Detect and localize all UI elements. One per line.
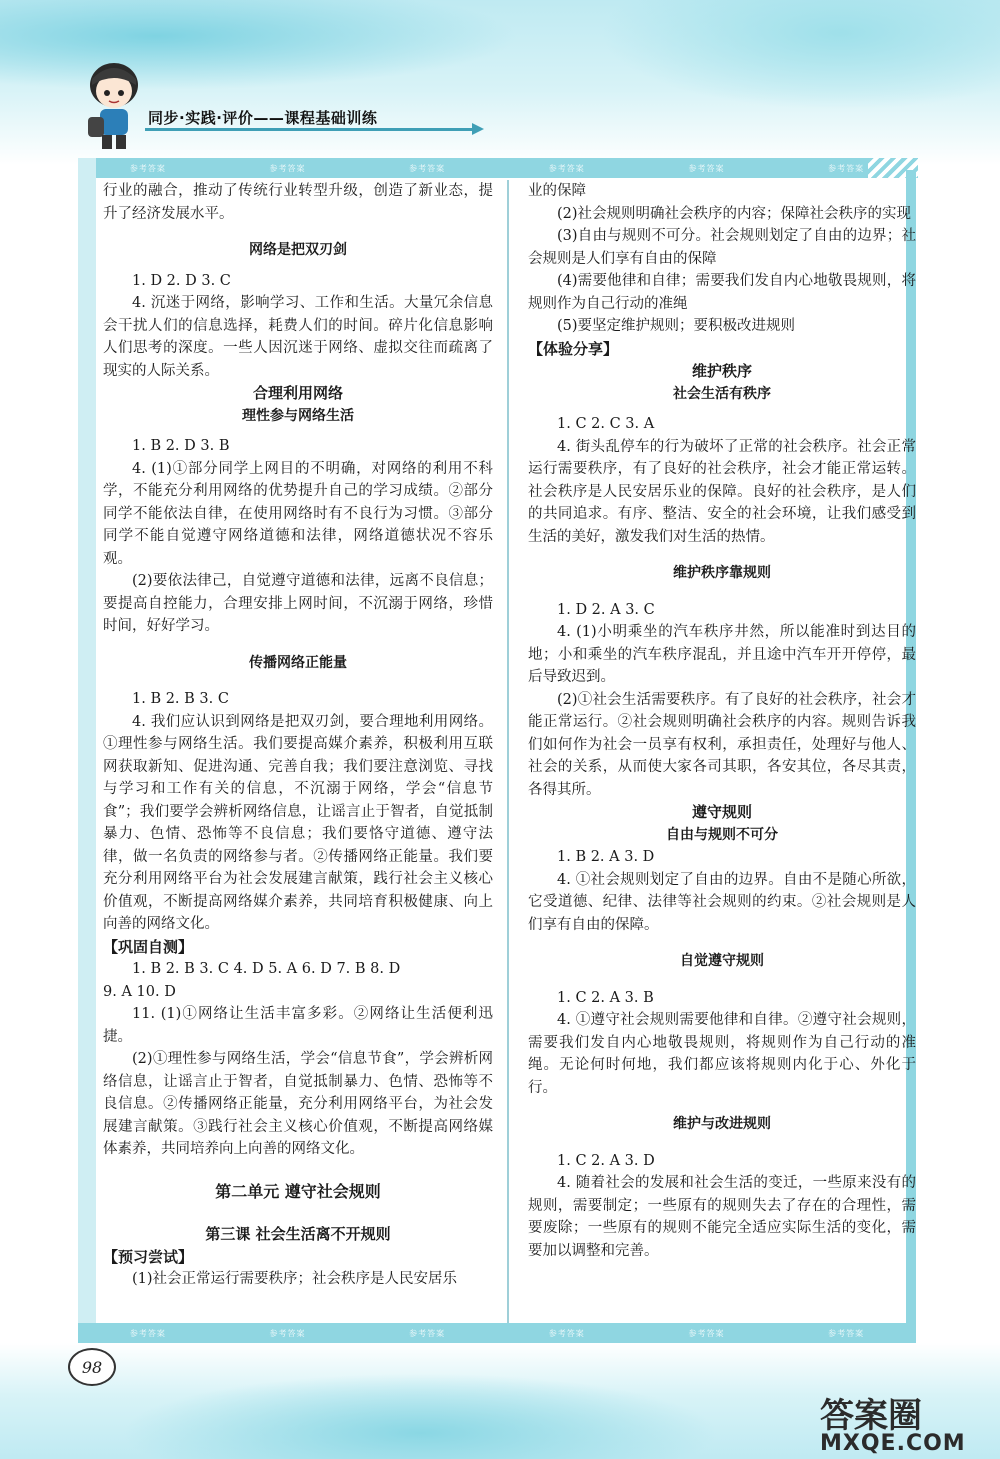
paragraph: (4)需要他律和自律；需要我们发自内心地敬畏规则，将规则作为自己行动的准绳 xyxy=(528,273,916,312)
paragraph: (2)社会规则明确社会秩序的内容；保障社会秩序的实现 xyxy=(557,205,912,222)
strip-label: 参考答案 xyxy=(269,163,306,173)
answer-line: 1. B 2. D 3. B xyxy=(132,438,230,454)
paragraph: 4. ①社会规则划定了自由的边界。自由不是随心所欲，它受道德、纪律、法律等社会规则的约束。②社会规则是人们享有自由的保障。 xyxy=(528,871,916,933)
paragraph: 4. 沉迷于网络，影响学习、工作和生活。大量冗余信息会干扰人们的信息选择，耗费人们的时间。碎片化信息影响人们思考的深度。一些人因沉迷于网络、虚拟交往而疏离了现实的人际关系。 xyxy=(103,295,493,379)
paragraph: (2)要依法律己，自觉遵守道德和法律，远离不良信息；要提高自控能力，合理安排上网时间，不沉溺于网络，珍惜时间，好好学习。 xyxy=(103,573,493,634)
strip-label: 参考答案 xyxy=(129,163,166,173)
strip-label: 参考答案 xyxy=(688,163,725,173)
answer-line: 9. A 10. D xyxy=(103,983,176,1000)
strip-label: 参考答案 xyxy=(688,1328,725,1338)
strip-label: 参考答案 xyxy=(548,163,585,173)
watermark-url: MXQE.COM xyxy=(820,1431,966,1456)
answer-line: 1. D 2. A 3. C xyxy=(557,601,655,618)
section-tag: 【巩固自测】 xyxy=(103,937,194,956)
site-watermark xyxy=(820,1388,995,1458)
answer-line: 1. D 2. D 3. C xyxy=(132,272,231,289)
header-decoration xyxy=(0,0,1000,165)
lesson-title: 第三课 社会生活离不开规则 xyxy=(205,1225,391,1243)
subsection-heading: 社会生活有秩序 xyxy=(673,385,771,402)
strip-label: 参考答案 xyxy=(548,1328,585,1338)
section-tag: 【体验分享】 xyxy=(528,339,619,358)
answer-line: 1. C 2. A 3. D xyxy=(557,1152,655,1169)
section-heading: 网络是把双刃剑 xyxy=(249,242,347,258)
series-title: 同步·实践·评价——课程基础训练 xyxy=(148,109,378,127)
paragraph: 4. 随着社会的发展和社会生活的变迁，一些原来没有的规则，需要制定；一些原有的规则失去了存在的合理性，需要废除；一些原有的规则不能完全适应实际生活的变化，需要加以调整和完善。 xyxy=(528,1175,916,1259)
header-underline xyxy=(145,128,475,131)
strip-label: 参考答案 xyxy=(828,163,865,173)
section-heading: 合理利用网络 xyxy=(252,384,343,402)
paragraph: (1)社会正常运行需要秩序；社会秩序是人民安居乐 xyxy=(132,1271,458,1287)
paragraph: (2)①社会生活需要秩序。有了良好的社会秩序，社会才能正常运行。②社会规则明确社会秩序的内容。规则告诉我们如何作为社会一员享有权利，承担责任，处理好与他人、社会的关系，从而使大家各司其职，各安其位，各尽其责，各得其所。 xyxy=(528,691,916,798)
subsection-heading: 自觉遵守规则 xyxy=(680,953,764,969)
student-mascot-icon xyxy=(78,55,150,153)
header-arrow-icon xyxy=(472,123,484,135)
paragraph: 11. (1)①网络让生活丰富多彩。②网络让生活便利迅捷。 xyxy=(103,1006,493,1045)
subsection-heading: 传播网络正能量 xyxy=(249,654,347,671)
answer-line: 1. B 2. B 3. C xyxy=(132,691,229,707)
paragraph: (2)①理性参与网络生活，学会“信息节食”，学会辨析网络信息，让谣言止于智者，自觉抵制暴力、色情、恐怖等不良信息。②传播网络正能量，充分利用网络平台，为社会发展建言献策。③践行社会主义核心价值观，不断提高网络媒体素养，共同培养向上向善的网络文化。 xyxy=(103,1051,493,1157)
subsection-heading: 维护秩序靠规则 xyxy=(673,565,771,581)
answer-line: 1. C 2. A 3. B xyxy=(557,989,654,1006)
paragraph: (3)自由与规则不可分。社会规则划定了自由的边界；社会规则是人们享有自由的保障 xyxy=(528,228,916,267)
header-splash-right xyxy=(600,0,1000,110)
paragraph: 4. (1)小明乘坐的汽车秩序井然，所以能准时到达目的地；小和乘坐的汽车秩序混乱，并且途中汽车开开停停，最后导致迟到。 xyxy=(528,624,916,685)
answer-line: 1. C 2. C 3. A xyxy=(557,416,655,432)
top-border-strip xyxy=(78,158,916,178)
answer-line: 1. B 2. B 3. C 4. D 5. A 6. D 7. B 8. D xyxy=(132,961,401,977)
strip-label: 参考答案 xyxy=(269,1328,306,1338)
strip-label: 参考答案 xyxy=(409,163,446,173)
left-column xyxy=(103,180,493,1320)
left-margin-bar xyxy=(78,158,96,1343)
section-heading: 遵守规则 xyxy=(691,803,752,821)
paragraph: 业的保障 xyxy=(528,183,586,199)
strip-label: 参考答案 xyxy=(129,1328,166,1338)
strip-label: 参考答案 xyxy=(828,1328,865,1338)
section-heading: 维护秩序 xyxy=(691,362,752,380)
paragraph: 行业的融合，推动了传统行业转型升级，创造了新业态，提升了经济发展水平。 xyxy=(103,183,493,222)
paragraph: 4. (1)①部分同学上网目的不明确，对网络的利用不科学，不能充分利用网络的优势提升自己的学习成绩。②部分同学不能依法自律，在使用网络时有不良行为习惯。③部分同学不能自觉遵守网络道德和法律，网络道德状况不容乐观。 xyxy=(103,460,493,567)
paragraph: 4. 我们应认识到网络是把双刃剑，要合理地利用网络。①理性参与网络生活。我们要提高媒介素养，积极利用互联网获取新知、促进沟通、完善自我；我们要注意浏览、寻找与学习和工作有关的信息，不沉溺于网络，学会“信息节食”；我们要学会辨析网络信息，让谣言止于智者，自觉抵制暴力、色情、恐怖等不良信息；我们要恪守道德、遵守法律，做一名负责的网络参与者。②传播网络正能量。我们要充分利用网络平台为社会发展建言献策，践行社会主义核心价值观，不断提高网络媒介素养，共同培育积极健康、向上向善的网络文化。 xyxy=(103,713,493,932)
page-number: 98 xyxy=(68,1348,116,1386)
footer-splash xyxy=(120,1373,720,1459)
paragraph: 4. ①遵守社会规则需要他律和自律。②遵守社会规则，需要我们发自内心地敬畏规则，将规则作为自己行动的准绳。无论何时何地，我们都应该将规则内化于心、外化于行。 xyxy=(528,1012,916,1096)
section-tag: 【预习尝试】 xyxy=(103,1247,194,1266)
paragraph: 4. 街头乱停车的行为破坏了正常的社会秩序。社会正常运行需要秩序，有了良好的社会秩序，社会才能正常运转。社会秩序是人民安居乐业的保障。良好的社会秩序，是人们的共同追求。有序、整洁、安全的社会环境，让我们感受到生活的美好，激发我们对生活的热情。 xyxy=(528,438,916,545)
answer-line: 1. B 2. A 3. D xyxy=(557,849,655,865)
subsection-heading: 维护与改进规则 xyxy=(673,1116,771,1132)
subsection-heading: 自由与规则不可分 xyxy=(666,826,778,843)
right-column xyxy=(528,180,916,1320)
watermark-title: 答案圈 xyxy=(820,1396,922,1436)
unit-title: 第二单元 遵守社会规则 xyxy=(215,1181,381,1201)
bottom-border-strip xyxy=(78,1323,916,1343)
strip-label: 参考答案 xyxy=(409,1328,446,1338)
subsection-heading: 理性参与网络生活 xyxy=(242,407,354,424)
paragraph: (5)要坚定维护规则；要积极改进规则 xyxy=(557,318,796,334)
column-divider xyxy=(507,180,509,1323)
